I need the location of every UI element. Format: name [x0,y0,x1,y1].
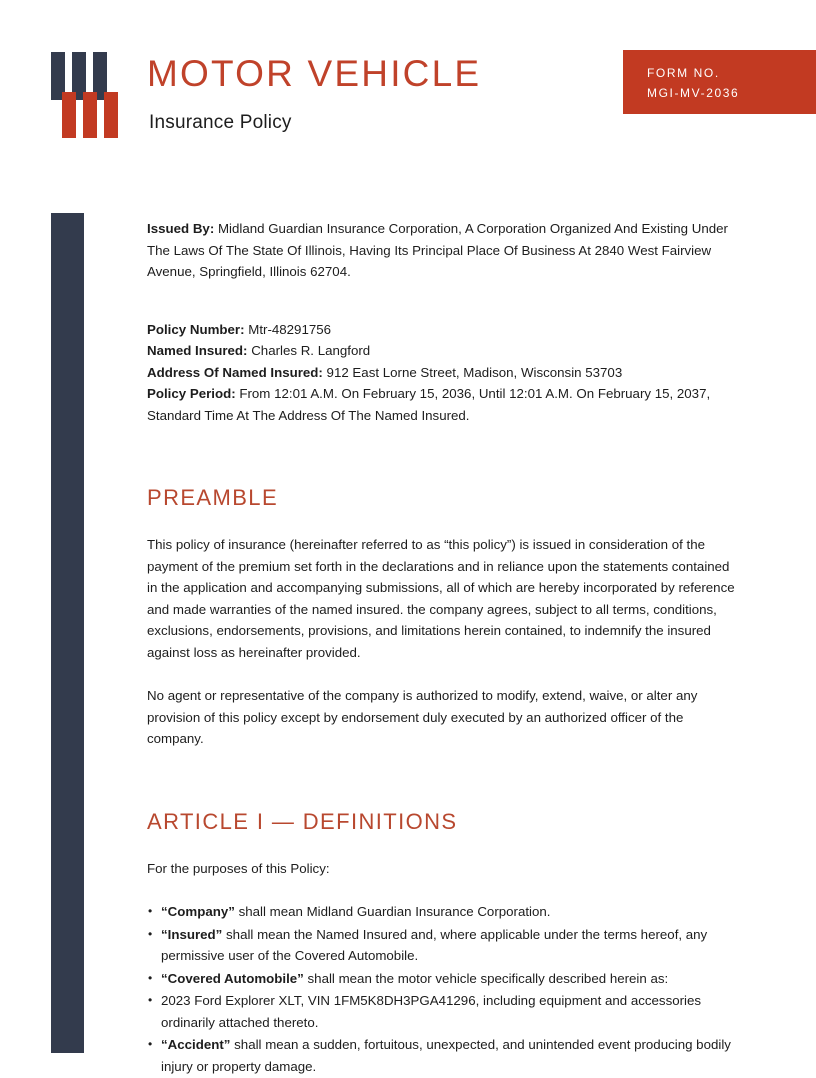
address-label: Address Of Named Insured: [147,364,323,380]
spacer [147,786,737,808]
issued-by-paragraph [147,218,737,283]
spacer [147,663,737,685]
spacer [147,750,737,786]
logo-bar-red-1 [62,92,76,138]
policy-number-value: Mtr-48291756 [244,321,332,337]
three-bars-logo-icon [51,52,129,138]
definition-term: “Insured” [161,926,223,942]
definition-term: “Covered Automobile” [161,970,304,986]
list-item [147,924,737,967]
definition-text: shall mean a sudden, fortuitous, unexpected, and unintended event producing bodily injury or property damage. [161,1037,731,1074]
form-number-label: FORM NO. [647,66,720,80]
issued-by-label: Issued By: [147,221,215,236]
definition-text: shall mean Midland Guardian Insurance Corporation. [234,904,551,919]
page-subtitle: Insurance Policy [149,112,292,133]
definition-text: shall mean the Named Insured and, where applicable under the terms hereof, any permissive user of the Covered Automobile. [161,926,708,963]
list-item [147,968,737,990]
list-item [147,901,737,923]
preamble-paragraph-1: This policy of insurance (hereinafter referred to as “this policy”) is issued in consideration of the payment of the premium set forth in the declarations and in reliance upon the statements contained in the application and accompanying submissions, all of which are hereby incorporated by reference and made warranties of the named insured. the company agrees, subject to all terms, conditions, exclusions, endorsements, provisions, and limitations herein contained, to indemnify the insured against loss as hereinafter provided. [147,537,735,660]
definition-term: “Company” [161,904,235,919]
form-number-value: MGI-MV-2036 [647,86,740,100]
definitions-list [147,901,737,1077]
title-block [147,52,481,136]
named-insured-label: Named Insured: [147,343,248,358]
policy-number-label: Policy Number: [147,321,245,337]
spacer [147,462,737,484]
spacer [147,879,737,901]
left-accent-bar [51,213,84,1053]
spacer [147,512,737,534]
document-header [0,0,816,170]
issued-by-text: Midland Guardian Insurance Corporation, A Corporation Organized And Existing Under The Laws Of The State Of Illinois, Having Its Principal Place Of Business At 2840 West Fairview Avenue, Springfield, Illinois 62704. [147,221,728,279]
definition-text: shall mean the motor vehicle specifically described herein as: [303,970,669,986]
spacer [147,836,737,858]
spacer [147,426,737,462]
address-value: 912 East Lorne Street, Madison, Wisconsin 53703 [322,364,623,380]
policy-period-value: From 12:01 A.M. On February 15, 2036, Until 12:01 A.M. On February 15, 2037, Standard Time At The Address Of The Named Insured. [147,386,711,423]
named-insured-row [147,340,737,362]
list-item [147,990,737,1033]
article-one-intro: For the purposes of this Policy: [147,860,330,876]
spacer [147,283,737,319]
page-title: MOTOR VEHICLE [147,53,482,94]
logo-bar-red-3 [104,92,118,138]
logo-bar-red-2 [83,92,97,138]
address-row [147,362,737,384]
policy-period-row [147,383,737,426]
policy-period-label: Policy Period: [147,386,236,401]
preamble-paragraph-2: No agent or representative of the company is authorized to modify, extend, waive, or alter any provision of this policy except by endorsement duly executed by an authorized officer of the company. [147,688,698,746]
policy-number-row [147,319,737,341]
named-insured-value: Charles R. Langford [247,343,371,358]
definition-text: 2023 Ford Explorer XLT, VIN 1FM5K8DH3PGA41296, including equipment and accessories ordinarily attached thereto. [161,993,702,1030]
section-heading-preamble: PREAMBLE [147,485,279,510]
form-number-badge [623,50,816,114]
definition-term: “Accident” [161,1037,231,1052]
document-body [147,218,737,1078]
section-heading-article-one: ARTICLE I — DEFINITIONS [147,808,458,834]
